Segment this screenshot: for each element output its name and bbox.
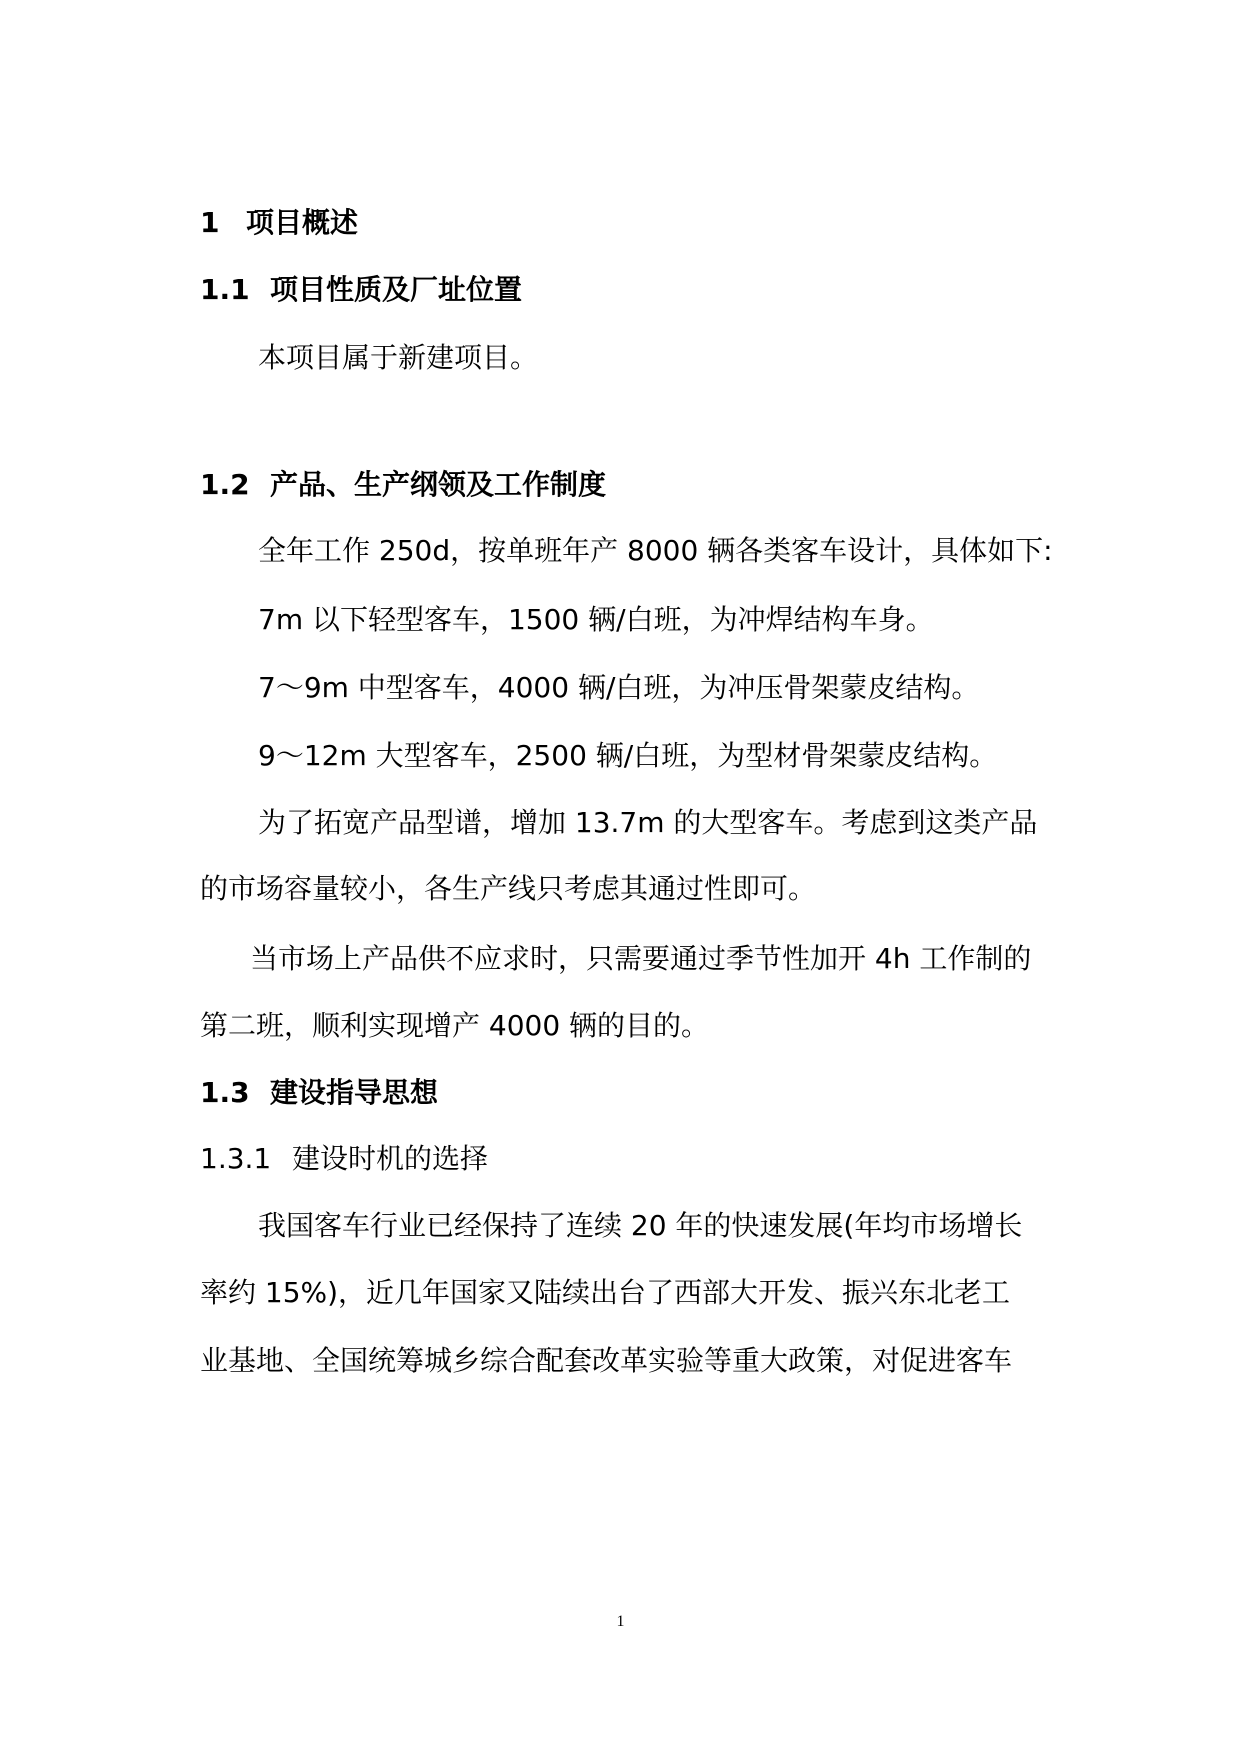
heading-1 xyxy=(200,203,358,243)
heading-1-3 xyxy=(200,1073,438,1113)
paragraph-line: 的市场容量较小，各生产线只考虑其通过性即可。 xyxy=(200,872,817,905)
heading-1-2 xyxy=(200,465,606,505)
heading-number: 1 xyxy=(200,206,220,239)
paragraph-line: 7m 以下轻型客车，1500 辆/白班，为冲焊结构车身。 xyxy=(258,603,934,636)
heading-number: 1.3.1 xyxy=(200,1142,272,1175)
heading-title: 项目概述 xyxy=(246,206,359,239)
heading-title: 项目性质及厂址位置 xyxy=(270,273,523,306)
page-number: 1 xyxy=(616,1613,625,1630)
heading-title: 建设时机的选择 xyxy=(292,1142,489,1175)
heading-number: 1.2 xyxy=(200,468,250,501)
paragraph-line: 9～12m 大型客车，2500 辆/白班，为型材骨架蒙皮结构。 xyxy=(258,739,998,772)
paragraph-line: 全年工作 250d，按单班年产 8000 辆各类客车设计，具体如下: xyxy=(258,534,1053,567)
paragraph-line: 率约 15%)，近几年国家又陆续出台了西部大开发、振兴东北老工 xyxy=(200,1276,1011,1309)
paragraph-line: 第二班，顺利实现增产 4000 辆的目的。 xyxy=(200,1009,710,1042)
paragraph-line: 业基地、全国统筹城乡综合配套改革实验等重大政策，对促进客车 xyxy=(200,1344,1013,1377)
heading-number: 1.1 xyxy=(200,273,250,306)
paragraph-line: 本项目属于新建项目。 xyxy=(258,341,539,374)
paragraph-line: 我国客车行业已经保持了连续 20 年的快速发展(年均市场增长 xyxy=(258,1209,1023,1242)
paragraph-line: 为了拓宽产品型谱，增加 13.7m 的大型客车。考虑到这类产品 xyxy=(258,806,1038,839)
heading-title: 建设指导思想 xyxy=(270,1076,439,1109)
heading-1-1 xyxy=(200,270,522,310)
heading-title: 产品、生产纲领及工作制度 xyxy=(270,468,607,501)
paragraph-line: 当市场上产品供不应求时，只需要通过季节性加开 4h 工作制的 xyxy=(250,942,1032,975)
paragraph-line: 7～9m 中型客车，4000 辆/白班，为冲压骨架蒙皮结构。 xyxy=(258,671,980,704)
heading-number: 1.3 xyxy=(200,1076,250,1109)
heading-1-3-1 xyxy=(200,1139,488,1179)
